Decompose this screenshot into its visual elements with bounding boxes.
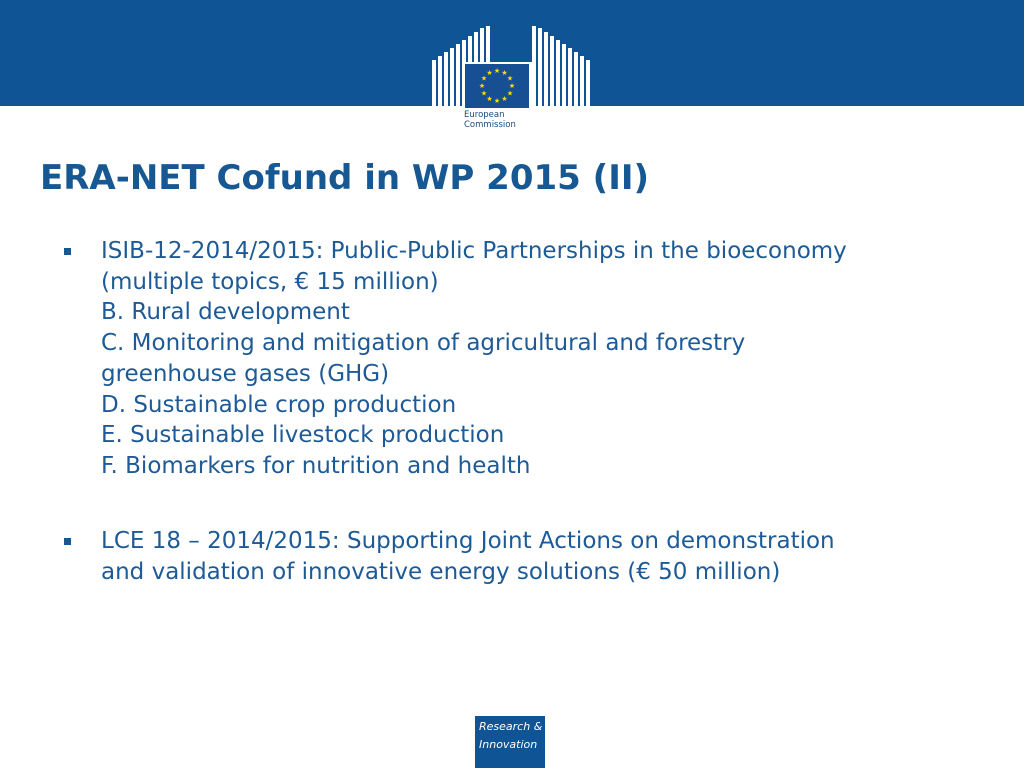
svg-text:★: ★ <box>493 67 501 75</box>
bullet-line: D. Sustainable crop production <box>101 391 457 418</box>
bullet-line: and validation of innovative energy solutions (€ 50 million) <box>101 558 781 585</box>
bullet-line: LCE 18 – 2014/2015: Supporting Joint Actions on demonstration <box>101 528 835 554</box>
bullet-line: F. Biomarkers for nutrition and health <box>101 452 531 479</box>
svg-text:★: ★ <box>480 74 488 83</box>
badge-line-1: Research & <box>479 720 543 733</box>
bullet-line: ISIB-12-2014/2015: Public-Public Partnerships in the bioeconomy <box>101 238 847 264</box>
logo-line-1: European <box>464 110 505 120</box>
svg-text:★: ★ <box>506 89 514 98</box>
svg-text:★: ★ <box>506 74 514 83</box>
european-commission-logo <box>428 26 594 144</box>
bullet-line: greenhouse gases (GHG) <box>101 360 390 387</box>
square-bullet-icon <box>64 538 71 545</box>
svg-text:★: ★ <box>501 69 508 77</box>
bullet-line: E. Sustainable livestock production <box>101 422 505 449</box>
svg-text:★: ★ <box>486 95 493 103</box>
svg-text:★: ★ <box>480 89 488 98</box>
badge-line-2: Innovation <box>479 738 538 751</box>
bullet-line: (multiple topics, € 15 million) <box>101 268 439 295</box>
logo-line-2: Commission <box>464 120 516 130</box>
bullet-line: B. Rural development <box>101 299 350 326</box>
svg-text:★: ★ <box>478 82 486 90</box>
research-innovation-badge <box>475 716 545 768</box>
logo-wordmark <box>464 110 534 130</box>
bullet-text <box>101 526 1001 587</box>
svg-text:★: ★ <box>508 82 516 90</box>
svg-text:★: ★ <box>493 97 501 105</box>
slide-title: ERA-NET Cofund in WP 2015 (II) <box>40 158 650 198</box>
badge-text <box>479 718 542 754</box>
square-bullet-icon <box>64 248 71 255</box>
bullet-text <box>101 236 1001 482</box>
svg-text:★: ★ <box>501 95 508 103</box>
svg-text:★: ★ <box>486 69 493 77</box>
bullet-line: C. Monitoring and mitigation of agricultural and forestry <box>101 330 746 357</box>
